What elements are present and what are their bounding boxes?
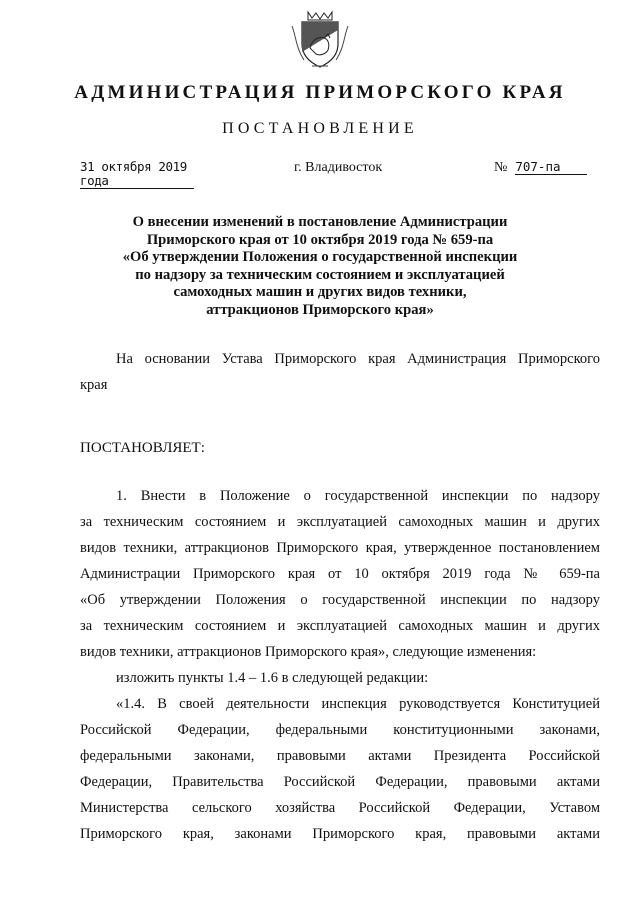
- document-title: [110, 214, 530, 320]
- text-line: Министерства сельского хозяйства Российской Федерации, Уставом: [80, 800, 600, 816]
- text-line: На основании Устава Приморского края Администрация Приморского: [116, 351, 600, 367]
- document-city: г. Владивосток: [294, 160, 383, 175]
- basis-paragraph: [80, 346, 600, 398]
- text-line: изложить пункты 1.4 – 1.6 в следующей редакции:: [116, 670, 429, 686]
- document-type: ПОСТАНОВЛЕНИЕ: [222, 120, 418, 137]
- text-line: Российской Федерации, федеральными конституционными законами,: [80, 722, 600, 738]
- text-line: за техническим состоянием и эксплуатацией самоходных машин и других: [80, 514, 600, 530]
- title-line: Приморского края от 10 октября 2019 года № 659-па: [146, 231, 494, 248]
- text-line: «Об утверждении Положения о государственной инспекции по надзору: [80, 592, 600, 608]
- text-line: ПОСТАНОВЛЯЕТ:: [80, 440, 205, 456]
- main-paragraph: [80, 483, 600, 847]
- text-line: видов техники, аттракционов Приморского края», следующие изменения:: [80, 644, 537, 660]
- text-line: Приморского края, законами Приморского края, правовыми актами: [80, 826, 600, 842]
- number-label: №: [494, 160, 508, 175]
- resolve-heading: [80, 435, 600, 461]
- organization-name: АДМИНИСТРАЦИЯ ПРИМОРСКОГО КРАЯ: [74, 82, 566, 103]
- text-line: за техническим состоянием и эксплуатацией самоходных машин и других: [80, 618, 600, 634]
- number-value: 707-па: [515, 160, 587, 175]
- coat-of-arms-icon: [290, 8, 350, 70]
- text-line: 1. Внести в Положение о государственной инспекции по надзору: [116, 488, 600, 504]
- title-line: О внесении изменений в постановление Администрации: [132, 214, 508, 230]
- title-line: «Об утверждении Положения о государственной инспекции: [122, 249, 518, 266]
- text-line: края: [80, 377, 108, 393]
- text-line: «1.4. В своей деятельности инспекция руководствуется Конституцией: [116, 696, 600, 712]
- text-line: Федерации, Правительства Российской Федерации, правовыми актами: [80, 774, 600, 790]
- document-date: [80, 160, 194, 189]
- title-line: аттракционов Приморского края»: [206, 301, 434, 318]
- text-line: Администрации Приморского края от 10 октября 2019 года № 659-па: [80, 566, 600, 582]
- date-value: 31 октября 2019 года: [80, 160, 194, 189]
- title-line: по надзору за техническим состоянием и эксплуатацией: [135, 266, 505, 283]
- text-line: федеральными законами, правовыми актами Президента Российской: [80, 748, 600, 764]
- text-line: видов техники, аттракционов Приморского края, утвержденное постановлением: [80, 540, 600, 556]
- document-number: [494, 160, 587, 176]
- title-line: самоходных машин и других видов техники,: [173, 284, 467, 301]
